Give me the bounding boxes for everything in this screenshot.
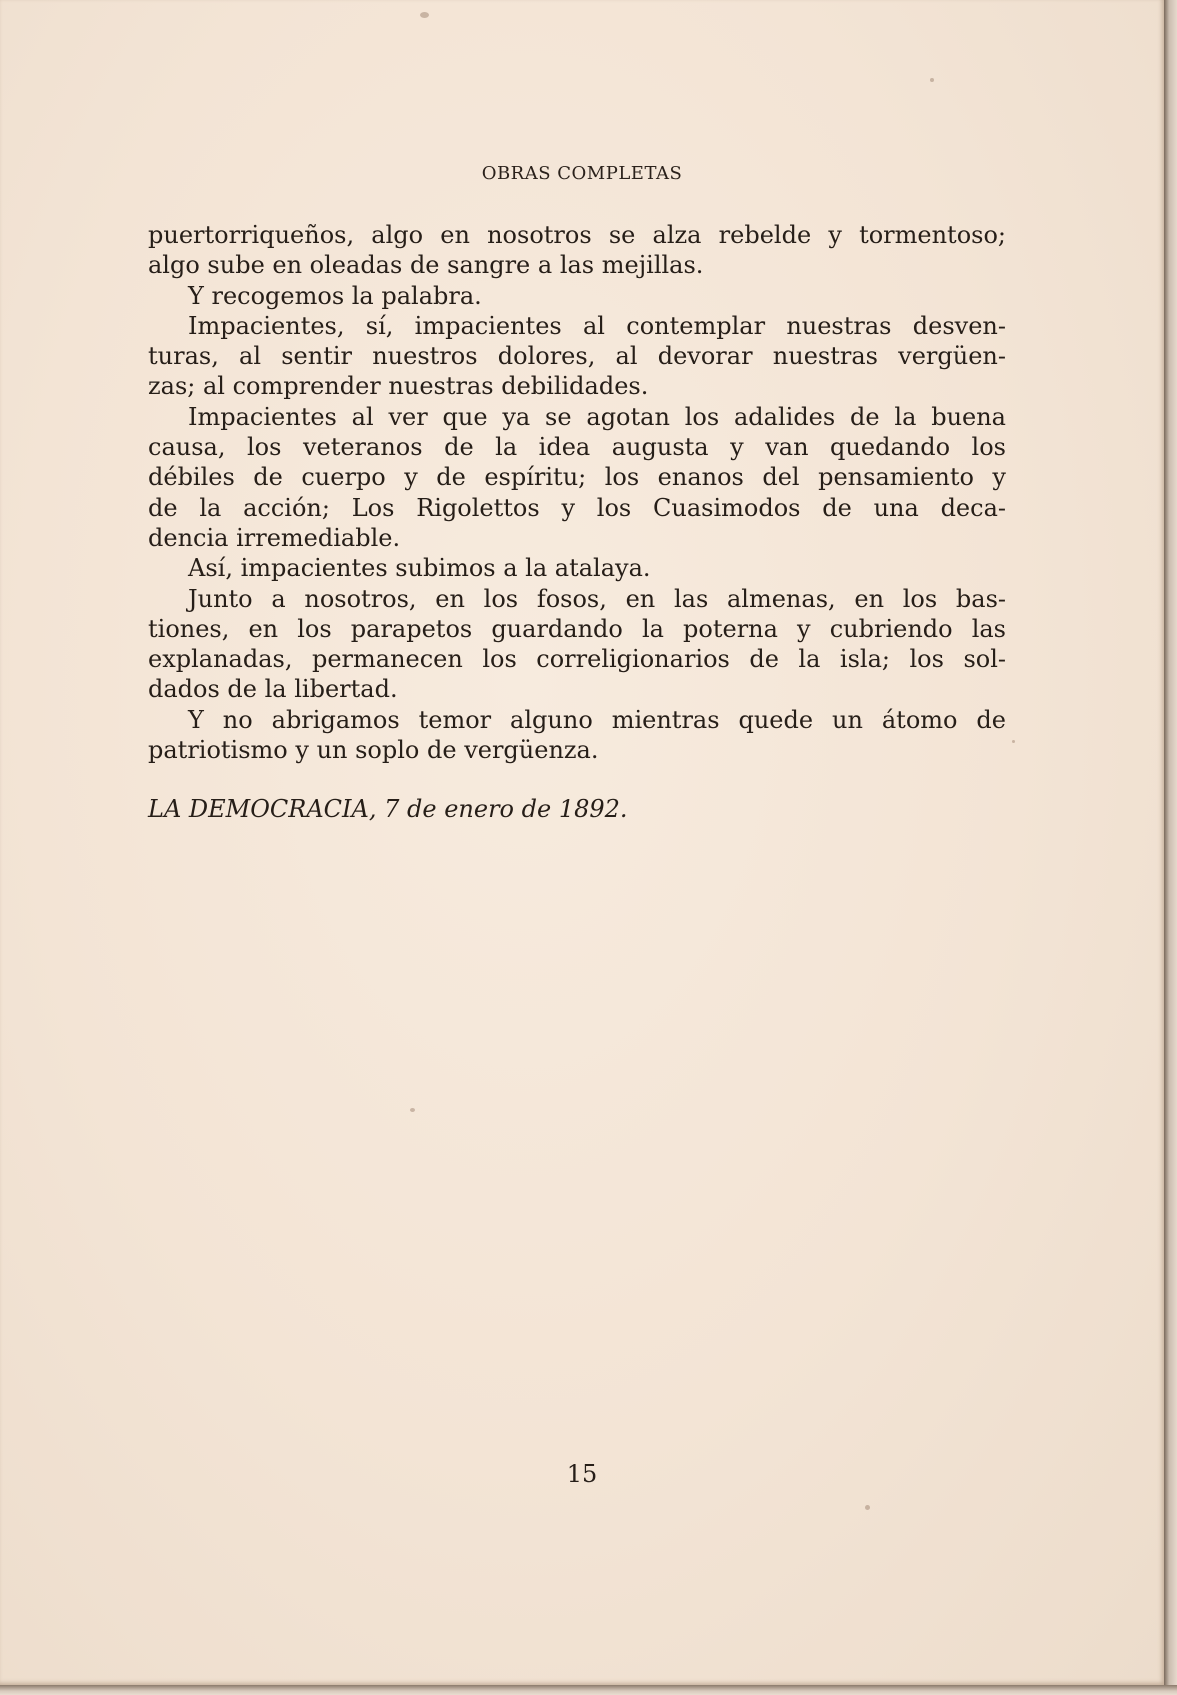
text-line: turas, al sentir nuestros dolores, al devorar nuestras vergüen- xyxy=(148,342,1006,371)
text-line: dados de la libertad. xyxy=(148,675,398,704)
text-line: de la acción; Los Rigolettos y los Cuasimodos de una deca- xyxy=(148,493,1006,522)
text-line: Así, impacientes subimos a la atalaya. xyxy=(188,554,651,583)
paper-speck xyxy=(410,1108,415,1112)
text-line: explanadas, permanecen los correligionarios de la isla; los sol- xyxy=(148,645,1006,674)
text-line: puertorriqueños, algo en nosotros se alza rebelde y tormentoso; xyxy=(148,221,1006,249)
text-line: causa, los veteranos de la idea augusta y van quedando los xyxy=(148,433,1006,462)
text-line: Junto a nosotros, en los fosos, en las almenas, en los bas- xyxy=(188,584,1006,613)
source-signature: LA DEMOCRACIA, 7 de enero de 1892. xyxy=(148,795,628,823)
text-line: dencia irremediable. xyxy=(148,523,401,552)
text-line: algo sube en oleadas de sangre a las mejillas. xyxy=(148,251,704,280)
text-line: tiones, en los parapetos guardando la poterna y cubriendo las xyxy=(148,614,1006,643)
text-line: zas; al comprender nuestras debilidades. xyxy=(148,372,649,401)
paper-speck xyxy=(930,78,934,82)
text-line: Impacientes, sí, impacientes al contemplar nuestras desven- xyxy=(188,311,1006,340)
paper-speck xyxy=(420,12,429,18)
text-line: Y recogemos la palabra. xyxy=(188,281,482,310)
page-edge-bottom xyxy=(0,1685,1177,1695)
text-line: débiles de cuerpo y de espíritu; los enanos del pensamiento y xyxy=(148,463,1006,492)
paper-speck xyxy=(1012,740,1015,743)
page-number: 15 xyxy=(566,1460,598,1488)
text-line: Y no abrigamos temor alguno mientras quede un átomo de xyxy=(188,705,1006,734)
paper-speck xyxy=(865,1505,870,1510)
running-head-title: OBRAS COMPLETAS xyxy=(481,163,683,184)
page-edge-right xyxy=(1164,0,1177,1695)
text-line: Impacientes al ver que ya se agotan los adalides de la buena xyxy=(188,402,1006,431)
body-text xyxy=(148,220,1006,765)
text-line: patriotismo y un soplo de vergüenza. xyxy=(148,736,599,765)
